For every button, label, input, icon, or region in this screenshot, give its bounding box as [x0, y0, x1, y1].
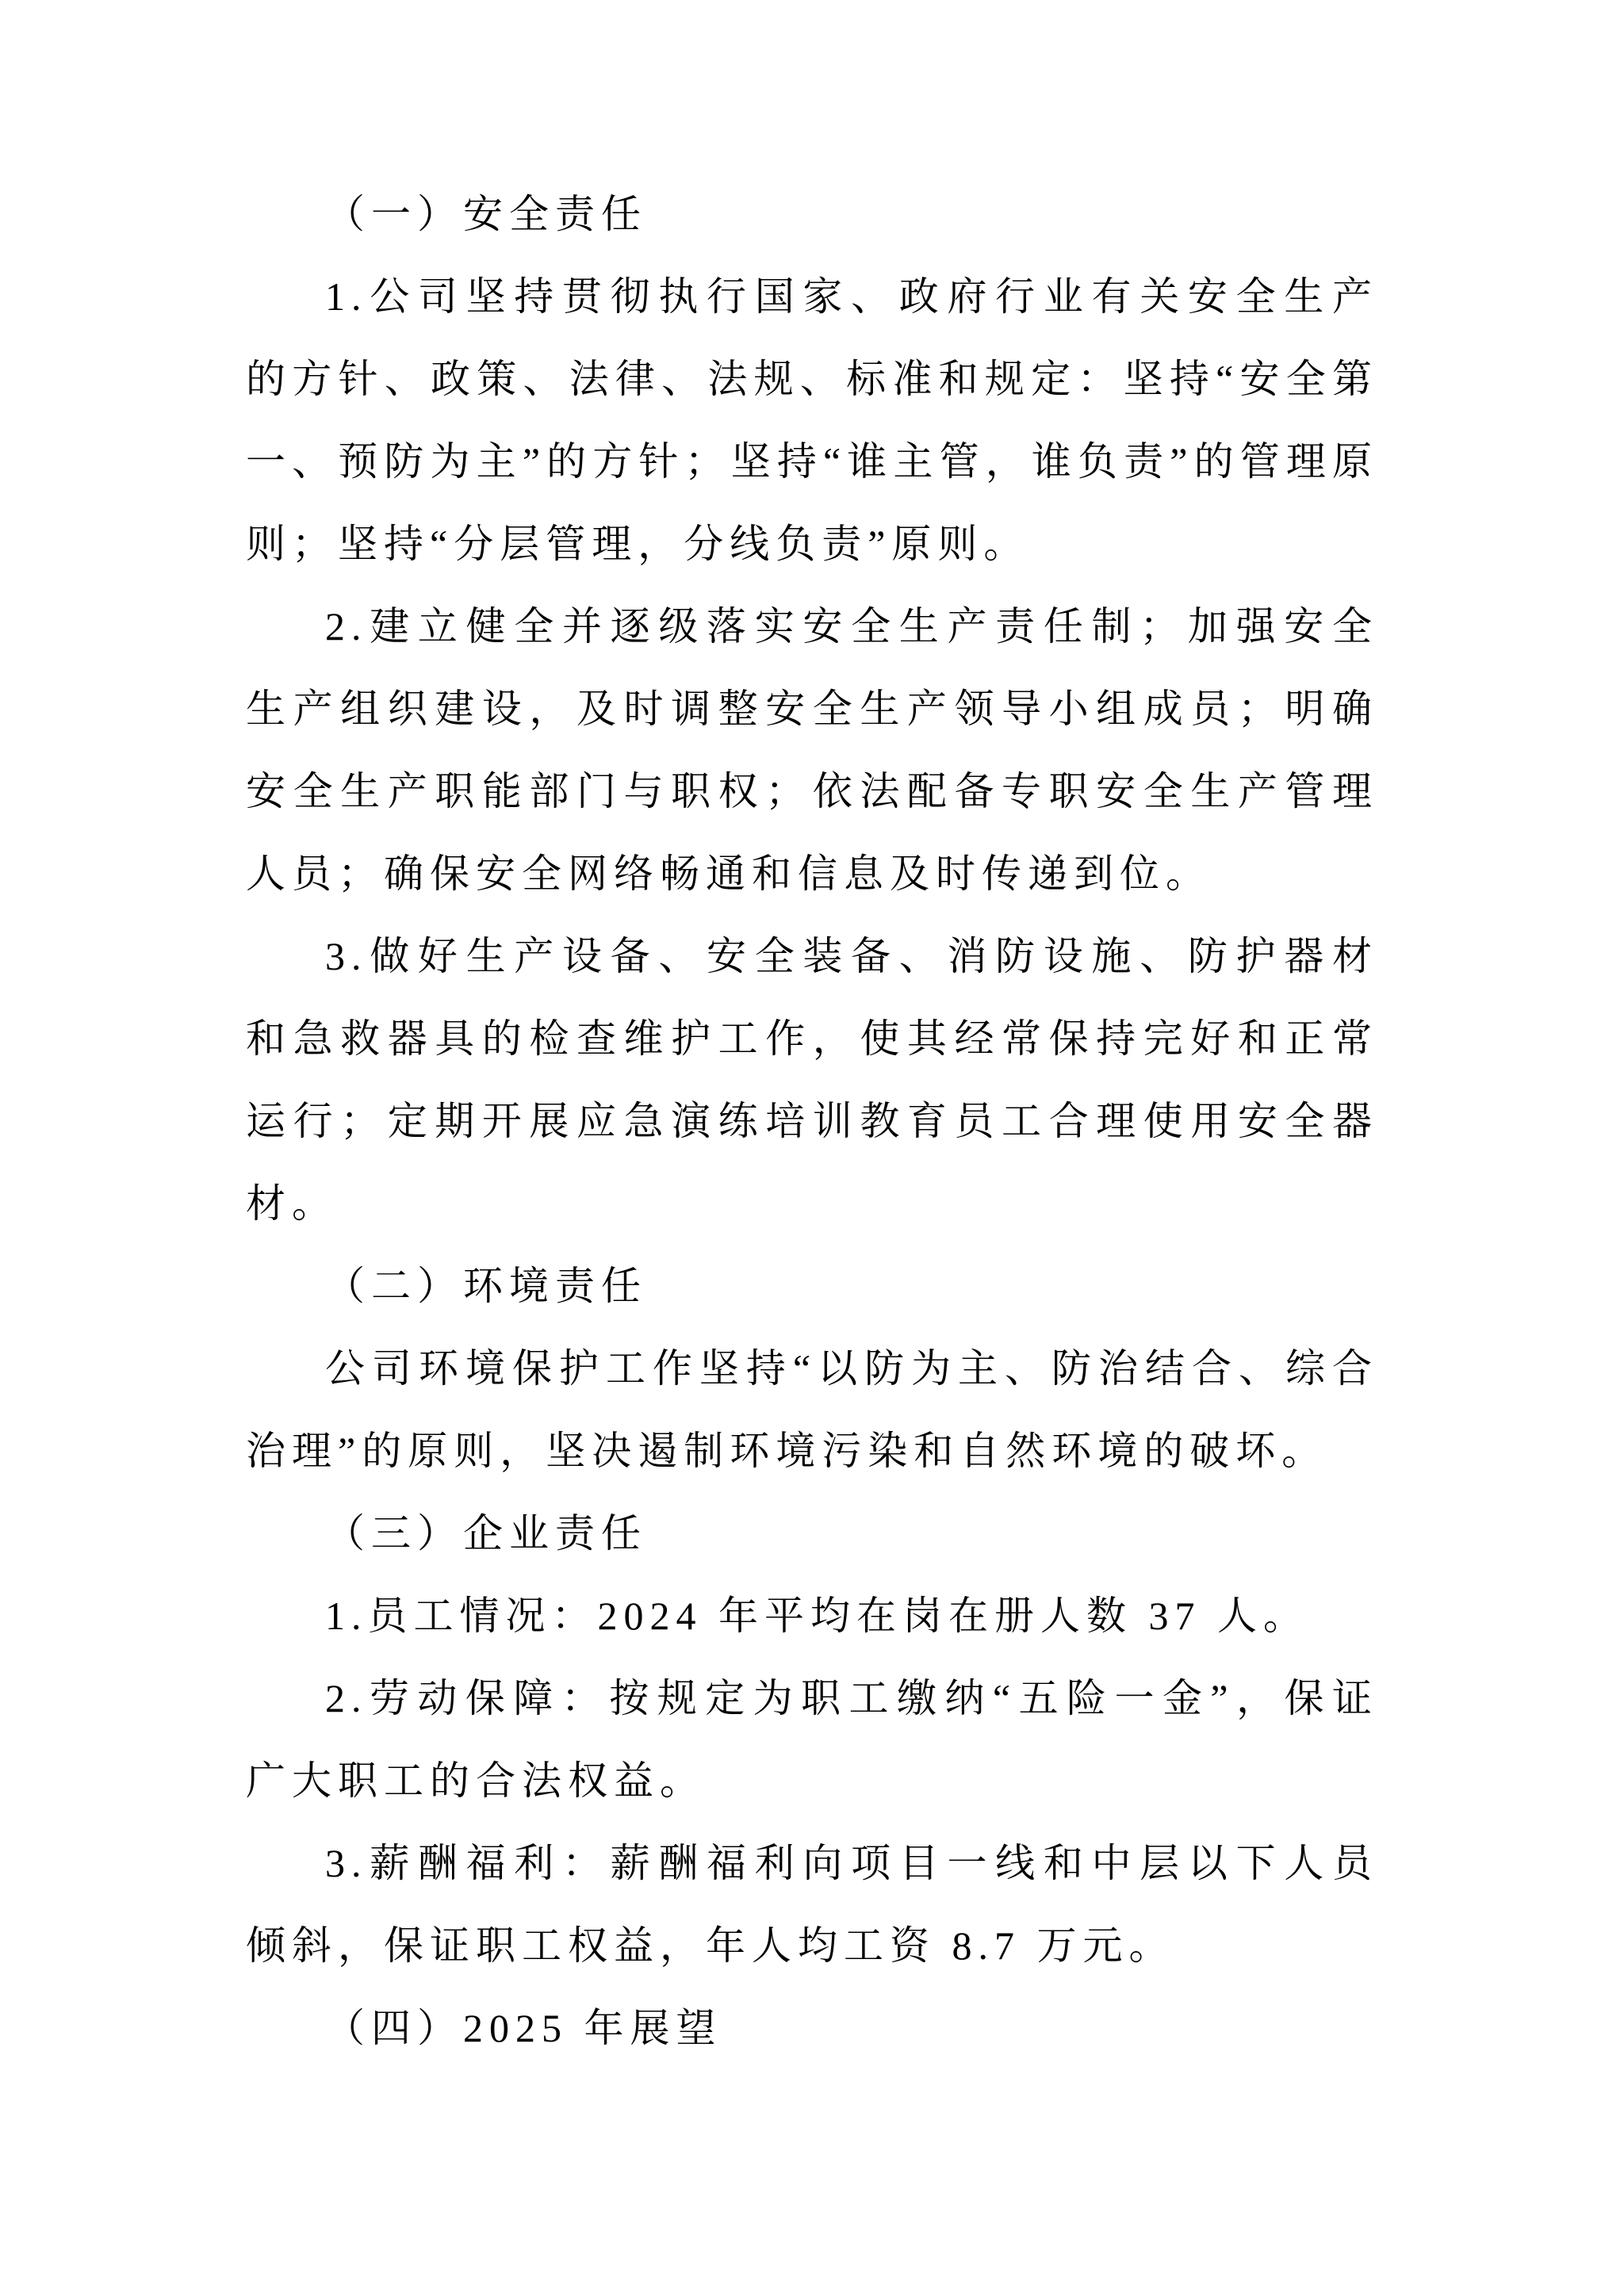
section-heading-enterprise-responsibility: （三）企业责任: [325, 1511, 647, 1556]
section-heading-2025-outlook: （四）2025 年展望: [325, 2006, 722, 2050]
paragraph-enterprise-labor-protection: 2.劳动保障：按规定为职工缴纳“五险一金”，保证广大职工的合法权益。: [246, 1676, 1378, 1803]
paragraph-safety-item-3: 3.做好生产设备、安全装备、消防设施、防护器材和急救器具的检查维护工作，使其经常保持完好和正常运行；定期开展应急演练培训教育员工合理使用安全器材。: [246, 934, 1378, 1226]
paragraph-environment-policy: 公司环境保护工作坚持“以防为主、防治结合、综合治理”的原则，坚决遏制环境污染和自然环境的破坏。: [246, 1346, 1378, 1473]
paragraph-enterprise-staff: 1.员工情况：2024 年平均在岗在册人数 37 人。: [325, 1594, 1309, 1638]
section-heading-safety-responsibility: （一）安全责任: [325, 192, 647, 236]
paragraph-safety-item-2: 2.建立健全并逐级落实安全生产责任制；加强安全生产组织建设，及时调整安全生产领导小组成员；明确安全生产职能部门与职权；依法配备专职安全生产管理人员；确保安全网络畅通和信息及时传递到位。: [246, 604, 1378, 896]
paragraph-safety-item-1: 1.公司坚持贯彻执行国家、政府行业有关安全生产的方针、政策、法律、法规、标准和规定：坚持“安全第一、预防为主”的方针；坚持“谁主管，谁负责”的管理原则；坚持“分层管理，分线负责”原则。: [246, 274, 1378, 566]
paragraph-enterprise-compensation: 3.薪酬福利：薪酬福利向项目一线和中层以下人员倾斜，保证职工权益，年人均工资 8.7 万元。: [246, 1841, 1378, 1968]
section-heading-environment-responsibility: （二）环境责任: [325, 1264, 647, 1308]
